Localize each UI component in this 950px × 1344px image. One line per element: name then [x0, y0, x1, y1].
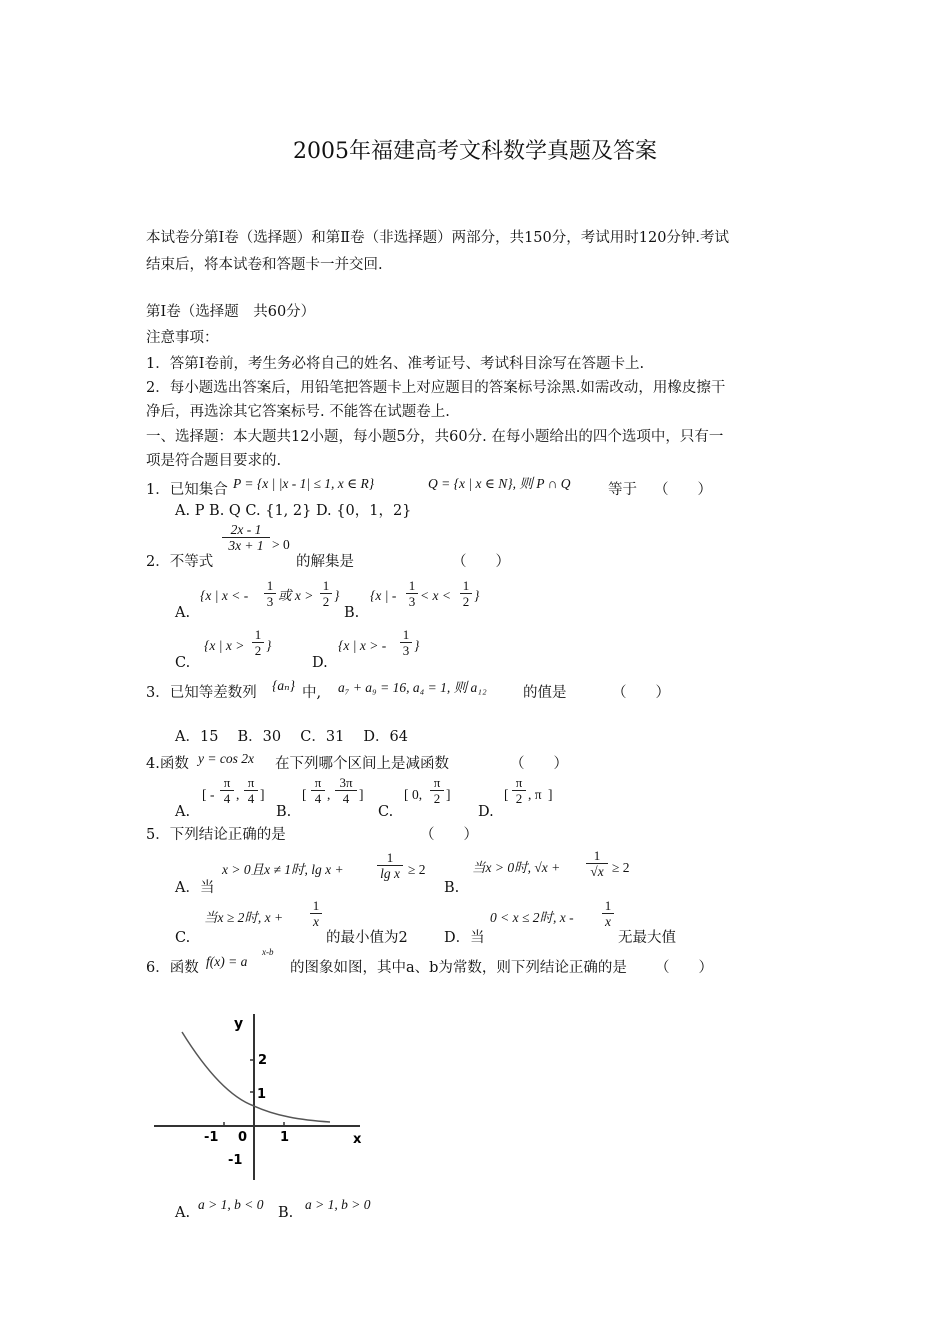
- page-title: 2005年福建高考文科数学真题及答案: [293, 139, 657, 164]
- q4-option-d-lbracket: [: [504, 787, 509, 802]
- q6-option-b-math: a > 1, b > 0: [305, 1197, 371, 1212]
- q4-option-c-label: C.: [378, 804, 394, 820]
- q5-option-b-label: B.: [444, 880, 460, 896]
- graph-y-label: y: [234, 1016, 244, 1032]
- q3-mid: 中,: [302, 685, 322, 701]
- q2-option-c-math-2: }: [266, 638, 272, 653]
- q2-option-a-label: A.: [175, 605, 191, 621]
- q2-option-d-label: D.: [312, 655, 328, 671]
- q4-option-a-rbracket: ]: [260, 787, 265, 802]
- q2-option-b-frac-1: 1 3: [406, 578, 418, 609]
- q1-suffix: 等于: [608, 482, 637, 498]
- q2-inequality-fraction: 2x - 1 3x + 1: [222, 522, 270, 553]
- q4-option-b-comma: ,: [327, 787, 331, 802]
- q4-option-d-pi: , π: [528, 787, 542, 802]
- q4-option-b-frac-1: π 4: [311, 775, 325, 806]
- q6-option-a-label: A.: [175, 1205, 191, 1221]
- graph-tick-2: 2: [258, 1053, 268, 1068]
- q4-option-a-neg: -: [210, 787, 215, 802]
- section-instructions-b: 项是符合题目要求的.: [146, 453, 282, 469]
- q4-option-c-frac: π 2: [430, 775, 444, 806]
- q6-option-a-math: a > 1, b < 0: [198, 1197, 264, 1212]
- graph-origin: 0: [238, 1130, 248, 1145]
- q3-condition: a₇ + a₉ = 16, a₄ = 1, 则 a₁₂: [338, 680, 487, 695]
- q6-function: f(x) = a: [206, 954, 248, 969]
- q2-option-d-math-2: }: [414, 638, 420, 653]
- q4-option-c-rbracket: ]: [446, 787, 451, 802]
- q5-option-d-tail: 无最大值: [618, 930, 676, 946]
- q6-function-graph: [150, 1008, 370, 1188]
- q4-option-a-label: A.: [175, 804, 191, 820]
- q2-option-a-math: {x | x < -: [200, 588, 249, 603]
- q2-option-b-math-3: }: [474, 588, 480, 603]
- q2-suffix: 的解集是: [296, 554, 354, 570]
- q5-option-c-tail: 的最小值为2: [326, 930, 408, 946]
- q4-option-b-lbracket: [: [302, 787, 307, 802]
- notice-1: 1．答第Ⅰ卷前，考生务必将自己的姓名、准考证号、考试科目涂写在答题卡上.: [146, 356, 645, 372]
- graph-tick-1: 1: [257, 1087, 267, 1102]
- q4-option-c-lbracket: [: [404, 787, 409, 802]
- q5-option-a-math: x > 0且x ≠ 1时, lg x +: [222, 862, 344, 877]
- graph-x-label: x: [353, 1132, 362, 1147]
- intro-line-1: 本试卷分第Ⅰ卷（选择题）和第Ⅱ卷（非选择题）两部分，共150分，考试用时120分钟.考试: [146, 230, 730, 246]
- exponential-curve: [182, 1032, 330, 1122]
- q2-option-d-math: {x | x > -: [338, 638, 387, 653]
- q3-prefix: 3．已知等差数列: [146, 685, 257, 701]
- q2-prefix: 2．不等式: [146, 554, 214, 570]
- q5-option-c-label: C.: [175, 930, 191, 946]
- q1-prefix: 1．已知集合: [146, 482, 228, 498]
- graph-x-1: 1: [280, 1130, 290, 1145]
- q2-option-c-frac: 1 2: [252, 627, 264, 658]
- q4-option-b-label: B.: [276, 804, 292, 820]
- q1-options: A. P B. Q C. {1, 2} D. {0，1，2}: [175, 503, 412, 519]
- q3-sequence: {aₙ}: [272, 678, 296, 693]
- q4-option-a-frac-1: π 4: [220, 775, 234, 806]
- q4-suffix: 在下列哪个区间上是减函数: [275, 756, 449, 772]
- q4-option-a-lbracket: [: [202, 787, 207, 802]
- q4-option-b-frac-2: 3π 4: [335, 775, 357, 806]
- q5-option-c-frac: 1 x: [310, 898, 322, 929]
- q4-function: y = cos 2x: [198, 751, 254, 766]
- q2-option-b-label: B.: [344, 605, 360, 621]
- q6-suffix: 的图象如图，其中a、b为常数，则下列结论正确的是: [290, 960, 627, 976]
- q3-suffix: 的值是: [523, 685, 567, 701]
- q4-option-a-comma: ,: [236, 787, 240, 802]
- q2-option-a-frac-1: 1 3: [264, 578, 276, 609]
- q4-prefix: 4.函数: [146, 756, 189, 772]
- intro-line-2: 结束后，将本试卷和答题卡一并交回.: [146, 257, 383, 273]
- q2-option-a-math-3: }: [334, 588, 340, 603]
- q5-option-a-tail: ≥ 2: [408, 862, 426, 877]
- q5-prefix: 5．下列结论正确的是: [146, 827, 286, 843]
- q4-option-c-zero: 0,: [412, 787, 423, 802]
- q2-option-a-frac-2: 1 2: [320, 578, 332, 609]
- section-instructions-a: 一、选择题：本大题共12小题，每小题5分，共60分. 在每小题给出的四个选项中，只有一: [146, 429, 724, 445]
- q5-option-c-math: 当x ≥ 2时, x +: [204, 910, 284, 925]
- q2-option-a-math-2: 或 x >: [278, 588, 314, 603]
- q6-function-exponent: x-b: [262, 947, 274, 957]
- graph-tick-neg1: -1: [228, 1153, 243, 1168]
- q5-option-a-label: A．当: [175, 880, 215, 896]
- q5-bracket: （ ）: [420, 827, 478, 843]
- q2-option-d-frac: 1 3: [400, 627, 412, 658]
- q2-option-b-frac-2: 1 2: [460, 578, 472, 609]
- q5-option-b-frac: 1 √x: [586, 848, 608, 879]
- notice-2a: 2．每小题选出答案后，用铅笔把答题卡上对应题目的答案标号涂黑.如需改动，用橡皮擦干: [146, 380, 726, 396]
- notice-2b: 净后，再选涂其它答案标号. 不能答在试题卷上.: [146, 404, 450, 420]
- q2-bracket: （ ）: [452, 554, 510, 570]
- q4-option-d-frac: π 2: [512, 775, 526, 806]
- part1-heading: 第Ⅰ卷（选择题 共60分）: [146, 304, 316, 320]
- q6-prefix: 6．函数: [146, 960, 199, 976]
- q4-option-a-frac-2: π 4: [244, 775, 258, 806]
- q5-option-d-frac: 1 x: [602, 898, 614, 929]
- q5-option-b-tail: ≥ 2: [612, 860, 630, 875]
- q2-option-c-label: C.: [175, 655, 191, 671]
- q5-option-d-math: 0 < x ≤ 2时, x -: [490, 910, 574, 925]
- graph-x-neg1: -1: [204, 1130, 219, 1145]
- notice-label: 注意事项：: [146, 330, 219, 346]
- q4-bracket: （ ）: [510, 756, 568, 772]
- q3-options: A．15 B．30 C．31 D．64: [175, 729, 408, 745]
- q3-bracket: （ ）: [612, 685, 670, 701]
- q1-set-q: Q = {x | x ∈ N}, 则 P ∩ Q: [428, 476, 571, 491]
- q6-bracket: （ ）: [655, 960, 713, 976]
- q4-option-d-rbracket: ]: [548, 787, 553, 802]
- q2-inequality-rhs: > 0: [272, 537, 290, 552]
- q5-option-b-math: 当x > 0时, √x +: [472, 860, 561, 875]
- q2-option-b-math-2: < x <: [420, 588, 451, 603]
- q1-set-p: P = {x | |x - 1| ≤ 1, x ∈ R}: [233, 476, 375, 491]
- q5-option-d-label: D．当: [444, 930, 485, 946]
- q6-option-b-label: B.: [278, 1205, 294, 1221]
- q5-option-a-frac: 1 lg x: [377, 850, 403, 881]
- q4-option-b-rbracket: ]: [359, 787, 364, 802]
- q1-bracket: （ ）: [654, 482, 712, 498]
- q2-option-b-math: {x | -: [370, 588, 397, 603]
- q2-option-c-math: {x | x >: [204, 638, 245, 653]
- q4-option-d-label: D.: [478, 804, 494, 820]
